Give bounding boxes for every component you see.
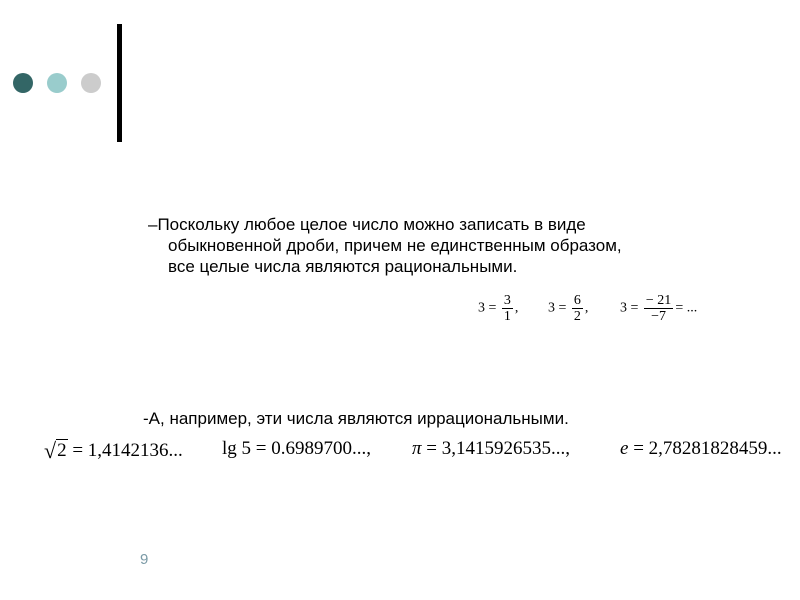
text-line-3: все целые числа являются рациональными. <box>168 257 518 276</box>
fraction-numerator: 3 <box>503 293 511 308</box>
rational-3-trail: = ... <box>675 300 698 316</box>
rational-1-lhs: 3 = <box>478 300 497 316</box>
fraction-6-over-2 <box>572 293 583 324</box>
fraction-numerator: 6 <box>573 293 581 308</box>
lg5-value: = 0.6989700..., <box>255 438 371 459</box>
rational-2-trail: , <box>584 300 589 316</box>
decor-dot-gray <box>81 73 101 93</box>
rational-example-3 <box>620 293 697 324</box>
sqrt-radicand: 2 <box>57 440 67 461</box>
rational-2-lhs: 3 = <box>548 300 567 316</box>
sqrt2-example <box>44 438 183 464</box>
fraction-denominator: −7 <box>651 309 667 324</box>
e-symbol: e <box>620 438 629 459</box>
fraction-numerator: − 21 <box>645 293 672 308</box>
text-line-1: –Поскольку любое целое число можно записать в виде <box>148 215 586 234</box>
e-value: = 2,78281828459... <box>633 438 782 459</box>
pi-symbol: π <box>412 438 422 459</box>
text-line-2: обыкновенной дроби, причем не единственным образом, <box>168 236 622 255</box>
fraction-minus21-over-minus7 <box>644 293 673 324</box>
lg5-example <box>222 438 371 460</box>
pi-value: = 3,1415926535..., <box>426 438 570 459</box>
rational-example-1 <box>478 293 518 324</box>
pi-example <box>412 438 570 460</box>
fraction-denominator: 1 <box>503 309 511 324</box>
decor-dot-teal <box>47 73 67 93</box>
rational-1-trail: , <box>514 300 519 316</box>
text-line-4: -А, например, эти числа являются иррациональными. <box>143 409 569 428</box>
sqrt-symbol-icon: √ <box>44 438 57 463</box>
sqrt-expression <box>44 438 68 464</box>
rational-3-lhs: 3 = <box>620 300 639 316</box>
fraction-denominator: 2 <box>573 309 581 324</box>
decor-vertical-bar <box>117 24 122 142</box>
page-number: 9 <box>140 551 149 568</box>
lg5-label: lg 5 <box>222 438 252 459</box>
decor-dot-dark <box>13 73 33 93</box>
e-example <box>620 438 782 460</box>
rational-example-2 <box>548 293 588 324</box>
fraction-3-over-1 <box>502 293 513 324</box>
sqrt2-value: = 1,4142136... <box>72 440 183 461</box>
